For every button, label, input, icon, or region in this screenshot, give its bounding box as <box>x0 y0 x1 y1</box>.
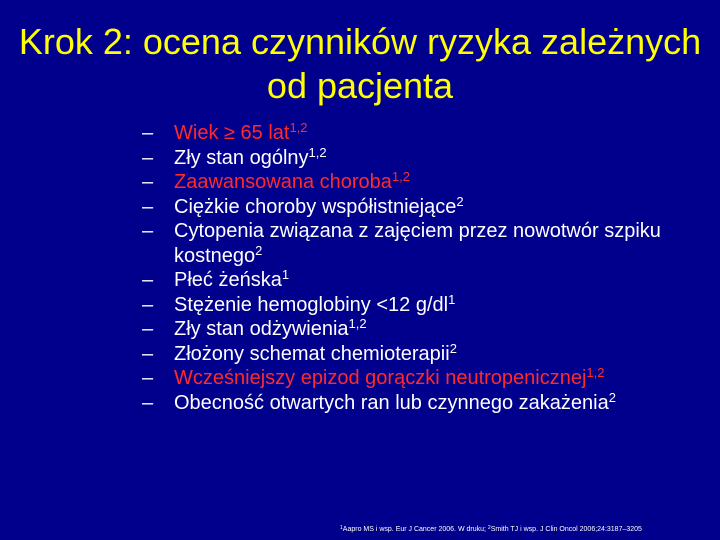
list-item <box>0 366 720 391</box>
item-text: Wcześniejszy epizod gorączki neutropenicznej <box>174 367 587 389</box>
item-citation: 2 <box>255 242 263 258</box>
item-citation: 1 <box>448 291 456 307</box>
list-item <box>0 170 720 195</box>
item-citation: 1,2 <box>391 169 410 184</box>
reference-2: Smith TJ i wsp. J Clin Oncol 2006;24:3187–3205 <box>490 526 642 533</box>
item-text: Złożony schemat chemioterapii <box>174 342 450 365</box>
item-citation: 1,2 <box>348 316 367 331</box>
bullet-dash: – <box>142 269 154 291</box>
slide-title: Krok 2: ocena czynników ryzyka zależnych od pacjenta <box>18 21 702 106</box>
list-item <box>0 391 720 416</box>
list-item <box>0 195 720 220</box>
item-text: Zaawansowana choroba <box>174 171 392 193</box>
item-text: Obecność otwartych ran lub czynnego zakażenia <box>174 391 609 414</box>
bullet-dash: – <box>142 122 154 144</box>
footnote-marker-2: 2 <box>487 525 491 531</box>
item-citation: 1,2 <box>289 120 308 135</box>
item-text: Cytopenia związana z zajęciem przez nowotwór szpiku kostnego <box>174 220 661 267</box>
list-item <box>0 219 720 268</box>
footnote-marker-1: 1 <box>340 525 343 531</box>
list-item <box>0 293 720 318</box>
item-citation: 1 <box>281 267 290 282</box>
bullet-dash: – <box>142 195 154 218</box>
item-text: Stężenie hemoglobiny <12 g/dl <box>174 293 449 316</box>
bullet-dash: – <box>142 391 154 414</box>
bullet-dash: – <box>142 367 154 389</box>
list-item <box>0 342 720 367</box>
item-citation: 1,2 <box>308 144 327 160</box>
item-citation: 2 <box>608 389 616 405</box>
reference-1: Aapro MS i wsp. Eur J Cancer 2006. W druku; <box>342 526 486 533</box>
list-item <box>0 121 720 146</box>
item-text: Zły stan odżywienia <box>174 318 349 340</box>
risk-factor-list <box>0 121 720 415</box>
references-footer <box>340 524 642 534</box>
item-citation: 1,2 <box>586 365 605 380</box>
list-item <box>0 146 720 171</box>
item-text: Wiek ≥ 65 lat <box>174 122 290 144</box>
bullet-dash: – <box>142 220 154 242</box>
bullet-dash: – <box>142 342 154 365</box>
item-text: Zły stan ogólny <box>174 146 309 169</box>
list-item <box>0 317 720 342</box>
bullet-dash: – <box>142 146 154 169</box>
list-item <box>0 268 720 293</box>
item-citation: 2 <box>449 340 457 356</box>
bullet-dash: – <box>142 318 154 340</box>
item-citation: 2 <box>456 193 464 209</box>
bullet-dash: – <box>142 293 154 316</box>
item-text: Płeć żeńska <box>174 269 282 291</box>
item-text: Ciężkie choroby współistniejące <box>174 195 457 218</box>
bullet-dash: – <box>142 171 154 193</box>
